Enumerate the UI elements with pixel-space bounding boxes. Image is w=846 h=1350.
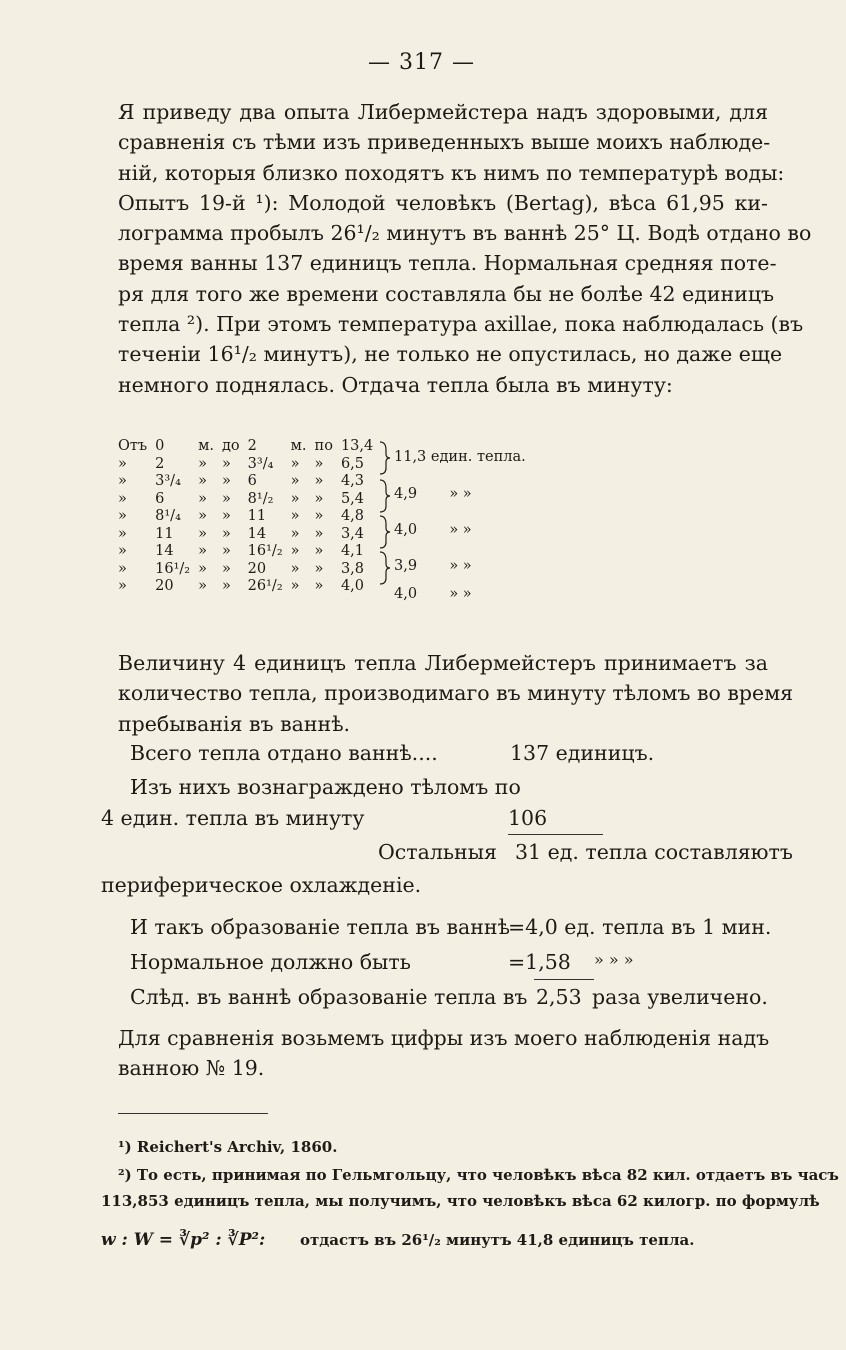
table-cell: 4,8	[340, 508, 364, 524]
table-cell: 2	[155, 455, 165, 472]
table-cell: »	[290, 490, 300, 507]
table-cell: »	[118, 508, 127, 524]
table-cell: »	[222, 473, 231, 489]
table-cell: »	[222, 578, 231, 594]
text-line: немного поднялась. Отдача тепла была въ минуту:	[118, 372, 673, 397]
table-cell: 16¹/₂	[155, 560, 191, 577]
calc-value: 106	[508, 806, 548, 830]
footnote-2-line: 113,853 единицъ тепла, мы получимъ, что человѣкъ вѣса 62 килогр. по формулѣ	[101, 1192, 820, 1210]
text-line: количество тепла, производимаго въ минуту тѣломъ во время	[118, 681, 794, 706]
table-row	[114, 543, 377, 561]
text-line: сравненія съ тѣми изъ приведенныхъ выше моихъ наблюде-	[118, 130, 771, 155]
table-cell: м.	[198, 438, 214, 454]
table-cell: 3³/₄	[155, 473, 181, 489]
text-line: тепла ²). При этомъ температура axillae, пока наблюдалась (въ	[118, 312, 804, 337]
text-line: Опытъ 19-й ¹): Молодой человѣкъ (Bertag), вѣса 61,95 ки-	[118, 190, 768, 215]
footnote-2-line: отдастъ въ 26¹/₂ минутъ 41,8 единицъ тепла.	[300, 1231, 695, 1249]
calc-value: раза увеличено.	[592, 985, 768, 1009]
table-cell: »	[222, 490, 231, 507]
table-cell: »	[290, 508, 300, 524]
table-cell: »	[222, 455, 231, 472]
calc-ditto: » » »	[594, 950, 634, 969]
table-cell: 11	[247, 508, 267, 524]
table-cell: »	[290, 578, 300, 594]
table-cell: 4,1	[340, 543, 364, 559]
table-cell: »	[118, 473, 127, 489]
calc-label: Остальныя	[378, 840, 497, 864]
table-cell: »	[118, 543, 127, 559]
table-cell: »	[198, 455, 207, 472]
calc-value: =1,58	[508, 950, 571, 974]
table-cell: »	[118, 525, 127, 542]
table-cell: »	[118, 455, 127, 472]
table-cell: 6	[247, 473, 257, 489]
table-cell: »	[314, 508, 324, 524]
table-cell: 2	[247, 438, 257, 454]
table-cell: »	[290, 473, 300, 489]
table-cell: 4,0	[340, 578, 364, 594]
table-cell: »	[314, 473, 324, 489]
table-cell: 6,5	[340, 455, 364, 472]
text-line: лограмма пробылъ 26¹/₂ минутъ въ ваннѣ 25° Ц. Водѣ отдано во	[118, 221, 812, 246]
table-cell: 4,3	[340, 473, 364, 489]
calc-label: Нормальное должно быть	[130, 950, 411, 974]
text-line: Я приведу два опыта Либермейстера надъ здоровыми, для	[118, 100, 768, 124]
table-cell: 16¹/₂	[247, 543, 283, 559]
footnote-rule	[118, 1113, 268, 1114]
table-row	[114, 526, 377, 544]
table-cell: »	[118, 560, 127, 577]
table-cell: »	[314, 560, 324, 577]
table-cell: »	[198, 560, 207, 577]
calc-value: 31 ед. тепла составляютъ	[515, 840, 793, 864]
sum-rule	[534, 979, 594, 980]
calc-value: 2,53	[536, 985, 582, 1009]
table-cell: 3,8	[340, 560, 364, 577]
text-line: Для сравненія возьмемъ цифры изъ моего наблюденія надъ	[118, 1026, 770, 1050]
paragraph-compare	[118, 1023, 768, 1084]
paragraph-liebermeister	[118, 648, 794, 739]
heat-loss-table	[114, 438, 377, 596]
table-row	[114, 456, 377, 474]
text-line: ря для того же времени составляла бы не болѣе 42 единицъ	[118, 281, 775, 306]
table-cell: »	[314, 525, 324, 542]
table-cell: »	[222, 525, 231, 542]
calc-label: 4 един. тепла въ минуту	[101, 806, 365, 830]
footnote-formula: w : W = ∛p² : ∛P²:	[101, 1230, 266, 1250]
table-row	[114, 578, 377, 596]
text-line: теченіи 16¹/₂ минутъ), не только не опустилась, но даже еще	[118, 342, 783, 367]
sum-rule	[508, 834, 603, 835]
table-cell: »	[198, 490, 207, 507]
table-cell: »	[290, 543, 300, 559]
text-line: время ванны 137 единицъ тепла. Нормальная средняя поте-	[118, 251, 777, 276]
table-cell: 14	[247, 525, 267, 542]
table-cell: »	[198, 543, 207, 559]
table-cell: »	[198, 473, 207, 489]
group-value: 4,0 » »	[394, 522, 472, 538]
table-cell: »	[222, 508, 231, 524]
table-cell: »	[314, 490, 324, 507]
table-cell: 20	[247, 560, 267, 577]
footnote-2-line: ²) То есть, принимая по Гельмгольцу, что человѣкъ вѣса 82 кил. отдаетъ въ часъ	[118, 1166, 839, 1184]
calc-label: периферическое охлажденіе.	[101, 873, 422, 897]
calc-label: Слѣд. въ ваннѣ образованіе тепла въ	[130, 985, 528, 1009]
text-line: пребыванія въ ваннѣ.	[118, 711, 351, 736]
table-cell: 14	[155, 543, 174, 559]
table-cell: 26¹/₂	[247, 578, 283, 594]
group-value: 4,9 » »	[394, 486, 472, 502]
table-cell: »	[290, 525, 300, 542]
page-number: — 317 —	[368, 50, 475, 75]
table-cell: »	[118, 578, 127, 594]
table-cell: »	[222, 560, 231, 577]
table-cell: 5,4	[340, 490, 364, 507]
table-cell: 13,4	[340, 438, 374, 454]
table-cell: м.	[290, 438, 307, 454]
group-value: 4,0 » »	[394, 586, 472, 602]
table-cell: 3³/₄	[247, 455, 274, 472]
table-row	[114, 438, 377, 456]
table-cell: 8¹/₄	[155, 508, 181, 524]
table-cell: »	[290, 455, 300, 472]
calc-value: 137 единицъ.	[510, 741, 655, 765]
table-cell: 8¹/₂	[247, 490, 274, 507]
table-cell: »	[222, 543, 231, 559]
text-line: ній, которыя близко походятъ къ нимъ по температурѣ воды:	[118, 160, 785, 185]
table-cell: »	[314, 455, 324, 472]
table-cell: 3,4	[340, 525, 364, 542]
calc-label: Всего тепла отдано ваннѣ....	[130, 741, 438, 765]
table-cell: »	[314, 578, 324, 594]
table-row	[114, 491, 377, 509]
table-cell: 0	[155, 438, 165, 454]
table-cell: Отъ	[118, 438, 148, 454]
table-cell: »	[198, 578, 207, 594]
brace-group	[378, 440, 392, 610]
calc-label: И такъ образованіе тепла въ ваннѣ	[130, 915, 510, 939]
table-cell: до	[222, 438, 240, 454]
table-cell: »	[290, 560, 300, 577]
table-row	[114, 473, 377, 491]
group-value: 11,3 един. тепла.	[394, 449, 526, 465]
table-row	[114, 508, 377, 526]
calc-label: Изъ нихъ вознаграждено тѣломъ по	[130, 775, 521, 799]
table-cell: »	[314, 543, 324, 559]
calc-value: =4,0 ед. тепла въ 1 мин.	[508, 915, 772, 939]
table-cell: »	[118, 490, 127, 507]
table-cell: »	[198, 508, 207, 524]
table-cell: 20	[155, 578, 174, 594]
footnote-1: ¹) Reichert's Archiv, 1860.	[118, 1138, 338, 1156]
table-cell: по	[314, 438, 333, 454]
table-cell: 6	[155, 490, 165, 507]
table-cell: 11	[155, 525, 174, 542]
text-line: ванною № 19.	[118, 1056, 265, 1081]
group-value: 3,9 » »	[394, 558, 472, 574]
table-row	[114, 561, 377, 579]
table-cell: »	[198, 525, 207, 542]
text-line: Величину 4 единицъ тепла Либермейстеръ принимаетъ за	[118, 651, 768, 675]
paragraph-intro	[118, 97, 812, 400]
